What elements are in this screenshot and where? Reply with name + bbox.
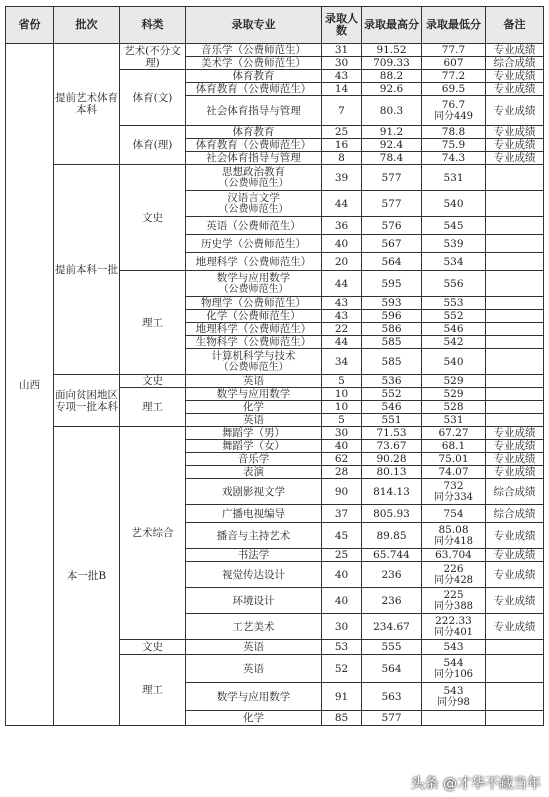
tie-count: 同分449 [433, 110, 474, 122]
min-cell: 539 [422, 235, 486, 253]
count-cell: 30 [322, 614, 362, 640]
major-cell: 物理学（公费师范生） [186, 297, 322, 310]
max-cell: 595 [362, 271, 422, 297]
major-cell: 数学与应用数学 [186, 388, 322, 401]
note-cell: 综合成绩 [486, 57, 544, 70]
min-cell: 545 [422, 217, 486, 235]
major-cell: 英语 [186, 640, 322, 655]
note-cell [486, 191, 544, 217]
max-cell: 91.2 [362, 126, 422, 139]
min-cell [422, 588, 486, 614]
header-major: 录取专业 [186, 7, 322, 44]
count-cell: 36 [322, 217, 362, 235]
max-cell: 65.744 [362, 549, 422, 562]
category-cell: 文史 [120, 165, 186, 271]
count-cell: 44 [322, 191, 362, 217]
min-cell: 77.7 [422, 44, 486, 57]
note-cell [486, 349, 544, 375]
min-cell: 540 [422, 191, 486, 217]
max-cell: 73.67 [362, 440, 422, 453]
count-cell: 22 [322, 323, 362, 336]
major-cell [186, 271, 322, 297]
major-cell: 社会体育指导与管理 [186, 152, 322, 165]
note-cell [486, 375, 544, 388]
max-cell: 593 [362, 297, 422, 310]
note-cell [486, 388, 544, 401]
count-cell: 91 [322, 683, 362, 711]
tie-count: 同分388 [433, 600, 474, 612]
min-cell [422, 655, 486, 683]
max-cell: 551 [362, 414, 422, 427]
category-cell: 体育(理) [120, 126, 186, 165]
max-cell: 576 [362, 217, 422, 235]
major-cell: 地理科学（公费师范生） [186, 323, 322, 336]
min-cell: 546 [422, 323, 486, 336]
count-cell: 8 [322, 152, 362, 165]
min-cell: 542 [422, 336, 486, 349]
note-cell [486, 655, 544, 683]
category-cell: 艺术综合 [120, 427, 186, 640]
max-cell: 585 [362, 349, 422, 375]
min-cell: 552 [422, 310, 486, 323]
count-cell: 14 [322, 83, 362, 96]
note-cell: 专业成绩 [486, 139, 544, 152]
max-cell: 536 [362, 375, 422, 388]
note-cell: 专业成绩 [486, 70, 544, 83]
max-cell: 814.13 [362, 479, 422, 505]
count-cell: 44 [322, 271, 362, 297]
count-cell: 25 [322, 549, 362, 562]
count-cell: 45 [322, 523, 362, 549]
major-cell: 体育教育 [186, 126, 322, 139]
note-cell: 专业成绩 [486, 523, 544, 549]
count-cell: 30 [322, 57, 362, 70]
header-batch: 批次 [54, 7, 120, 44]
watermark: 头条 @才华不藏当年 [410, 776, 541, 792]
count-cell: 37 [322, 505, 362, 523]
min-value: 544 [443, 656, 464, 669]
note-cell [486, 310, 544, 323]
min-value: 225 [443, 588, 464, 601]
note-cell: 专业成绩 [486, 427, 544, 440]
note-cell: 专业成绩 [486, 453, 544, 466]
category-cell: 理工 [120, 271, 186, 375]
note-cell: 专业成绩 [486, 96, 544, 126]
count-cell: 10 [322, 401, 362, 414]
note-cell [486, 336, 544, 349]
min-cell: 75.01 [422, 453, 486, 466]
note-cell: 专业成绩 [486, 549, 544, 562]
min-cell: 754 [422, 505, 486, 523]
max-cell: 585 [362, 336, 422, 349]
count-cell: 25 [322, 126, 362, 139]
max-cell: 564 [362, 655, 422, 683]
major-cell: 视觉传达设计 [186, 562, 322, 588]
header-count: 录取人数 [322, 7, 362, 44]
min-cell: 553 [422, 297, 486, 310]
note-cell: 专业成绩 [486, 83, 544, 96]
note-cell: 专业成绩 [486, 44, 544, 57]
min-cell: 69.5 [422, 83, 486, 96]
note-cell [486, 683, 544, 711]
min-cell [422, 562, 486, 588]
max-cell: 577 [362, 165, 422, 191]
min-cell: 75.9 [422, 139, 486, 152]
count-cell: 40 [322, 588, 362, 614]
note-cell: 专业成绩 [486, 152, 544, 165]
major-cell: 播音与主持艺术 [186, 523, 322, 549]
max-cell: 92.4 [362, 139, 422, 152]
min-value: 222.33 [435, 614, 472, 627]
note-cell: 专业成绩 [486, 440, 544, 453]
max-cell: 805.93 [362, 505, 422, 523]
min-cell: 543 [422, 640, 486, 655]
note-cell [486, 640, 544, 655]
min-cell: 529 [422, 375, 486, 388]
major-cell: 化学（公费师范生） [186, 310, 322, 323]
header-category: 科类 [120, 7, 186, 44]
min-cell: 77.2 [422, 70, 486, 83]
major-name: 思想政治教育 [222, 165, 285, 178]
min-cell: 74.07 [422, 466, 486, 479]
min-value: 543 [443, 684, 464, 697]
major-cell: 音乐学（公费师范生） [186, 44, 322, 57]
min-cell [422, 479, 486, 505]
max-cell: 92.6 [362, 83, 422, 96]
note-cell [486, 323, 544, 336]
count-cell: 52 [322, 655, 362, 683]
major-name: 计算机科学与技术 [211, 349, 296, 362]
max-cell: 89.85 [362, 523, 422, 549]
max-cell: 91.52 [362, 44, 422, 57]
max-cell: 577 [362, 191, 422, 217]
batch-cell: 本一批B [54, 427, 120, 726]
major-cell: 化学 [186, 711, 322, 726]
min-cell [422, 614, 486, 640]
count-cell: 40 [322, 562, 362, 588]
note-cell: 专业成绩 [486, 126, 544, 139]
count-cell: 31 [322, 44, 362, 57]
note-cell [486, 217, 544, 235]
max-cell: 80.13 [362, 466, 422, 479]
category-cell: 体育(文) [120, 70, 186, 126]
max-cell: 577 [362, 711, 422, 726]
note-cell [486, 401, 544, 414]
note-cell: 综合成绩 [486, 505, 544, 523]
note-cell [486, 235, 544, 253]
major-cell: 社会体育指导与管理 [186, 96, 322, 126]
min-cell: 534 [422, 253, 486, 271]
count-cell: 34 [322, 349, 362, 375]
header-note: 备注 [486, 7, 544, 44]
major-cell [186, 165, 322, 191]
table-row [6, 427, 544, 440]
major-cell: 英语 [186, 375, 322, 388]
note-cell: 专业成绩 [486, 614, 544, 640]
count-cell: 43 [322, 310, 362, 323]
major-cell: 体育教育（公费师范生） [186, 83, 322, 96]
category-cell: 文史 [120, 375, 186, 388]
min-cell: 540 [422, 349, 486, 375]
count-cell: 7 [322, 96, 362, 126]
major-cell [186, 191, 322, 217]
major-note: （公费师范生） [218, 203, 289, 215]
category-cell: 文史 [120, 640, 186, 655]
count-cell: 43 [322, 70, 362, 83]
max-cell: 234.67 [362, 614, 422, 640]
major-cell [186, 349, 322, 375]
count-cell: 90 [322, 479, 362, 505]
max-cell: 78.4 [362, 152, 422, 165]
max-cell: 555 [362, 640, 422, 655]
note-cell: 专业成绩 [486, 562, 544, 588]
note-cell: 专业成绩 [486, 588, 544, 614]
min-cell: 531 [422, 165, 486, 191]
header-min: 录取最低分 [422, 7, 486, 44]
major-cell: 体育教育 [186, 70, 322, 83]
count-cell: 30 [322, 427, 362, 440]
major-cell: 体育教育（公费师范生） [186, 139, 322, 152]
major-cell: 英语（公费师范生） [186, 217, 322, 235]
min-cell: 528 [422, 401, 486, 414]
count-cell: 44 [322, 336, 362, 349]
tie-count: 同分401 [433, 626, 474, 638]
note-cell [486, 271, 544, 297]
tie-count: 同分106 [433, 668, 474, 680]
min-cell [422, 523, 486, 549]
count-cell: 16 [322, 139, 362, 152]
table-row [6, 165, 544, 191]
note-cell [486, 253, 544, 271]
category-cell: 理工 [120, 655, 186, 726]
min-cell: 68.1 [422, 440, 486, 453]
min-value: 85.08 [438, 523, 469, 536]
major-note: （公费师范生） [218, 361, 289, 373]
min-cell: 529 [422, 388, 486, 401]
count-cell: 85 [322, 711, 362, 726]
count-cell: 5 [322, 414, 362, 427]
count-cell: 20 [322, 253, 362, 271]
min-value: 76.7 [441, 98, 466, 111]
major-cell: 音乐学 [186, 453, 322, 466]
note-cell: 专业成绩 [486, 466, 544, 479]
major-cell: 舞蹈学（男） [186, 427, 322, 440]
min-cell [422, 96, 486, 126]
min-cell: 78.8 [422, 126, 486, 139]
category-cell: 艺术(不分文理) [120, 44, 186, 70]
count-cell: 62 [322, 453, 362, 466]
max-cell: 709.33 [362, 57, 422, 70]
max-cell: 88.2 [362, 70, 422, 83]
major-name: 汉语言文学 [227, 191, 280, 204]
major-note: （公费师范生） [218, 177, 289, 189]
max-cell: 564 [362, 253, 422, 271]
count-cell: 5 [322, 375, 362, 388]
max-cell: 567 [362, 235, 422, 253]
batch-cell: 面向贫困地区专项一批本科 [54, 375, 120, 427]
tie-count: 同分428 [433, 574, 474, 586]
major-cell: 历史学（公费师范生） [186, 235, 322, 253]
count-cell: 10 [322, 388, 362, 401]
note-cell [486, 297, 544, 310]
table-row [6, 44, 544, 57]
max-cell: 90.28 [362, 453, 422, 466]
major-note: （公费师范生） [218, 283, 289, 295]
count-cell: 43 [322, 297, 362, 310]
min-cell [422, 683, 486, 711]
tie-count: 同分334 [433, 491, 474, 503]
major-cell: 环境设计 [186, 588, 322, 614]
count-cell: 40 [322, 440, 362, 453]
admission-table [5, 6, 544, 726]
min-cell: 531 [422, 414, 486, 427]
major-cell: 生物科学（公费师范生） [186, 336, 322, 349]
max-cell: 236 [362, 562, 422, 588]
header-row [6, 7, 544, 44]
table-row [6, 375, 544, 388]
max-cell: 236 [362, 588, 422, 614]
major-cell: 地理科学（公费师范生） [186, 253, 322, 271]
min-value: 732 [443, 479, 464, 492]
note-cell [486, 165, 544, 191]
max-cell: 586 [362, 323, 422, 336]
major-cell: 美术学（公费师范生） [186, 57, 322, 70]
min-cell: 556 [422, 271, 486, 297]
major-cell: 化学 [186, 401, 322, 414]
tie-count: 同分98 [437, 696, 470, 708]
max-cell: 563 [362, 683, 422, 711]
note-cell [486, 711, 544, 726]
header-max: 录取最高分 [362, 7, 422, 44]
max-cell: 71.53 [362, 427, 422, 440]
max-cell: 552 [362, 388, 422, 401]
major-cell: 表演 [186, 466, 322, 479]
min-cell: 607 [422, 57, 486, 70]
tie-count: 同分418 [433, 535, 474, 547]
major-cell: 戏剧影视文学 [186, 479, 322, 505]
count-cell: 53 [322, 640, 362, 655]
max-cell: 80.3 [362, 96, 422, 126]
major-cell: 英语 [186, 655, 322, 683]
note-cell [486, 414, 544, 427]
max-cell: 546 [362, 401, 422, 414]
major-cell: 广播电视编导 [186, 505, 322, 523]
note-cell: 综合成绩 [486, 479, 544, 505]
category-cell: 理工 [120, 388, 186, 427]
major-cell: 工艺美术 [186, 614, 322, 640]
major-cell: 舞蹈学（女） [186, 440, 322, 453]
min-cell [422, 711, 486, 726]
max-cell: 596 [362, 310, 422, 323]
major-cell: 英语 [186, 414, 322, 427]
min-value: 226 [443, 562, 464, 575]
min-cell: 67.27 [422, 427, 486, 440]
count-cell: 28 [322, 466, 362, 479]
min-cell: 63.704 [422, 549, 486, 562]
batch-cell: 提前本科一批 [54, 165, 120, 375]
province-cell: 山西 [6, 44, 54, 726]
major-cell: 数学与应用数学 [186, 683, 322, 711]
batch-cell: 提前艺术体育本科 [54, 44, 120, 165]
major-cell: 书法学 [186, 549, 322, 562]
major-name: 数学与应用数学 [216, 271, 291, 284]
count-cell: 40 [322, 235, 362, 253]
header-province: 省份 [6, 7, 54, 44]
min-cell: 74.3 [422, 152, 486, 165]
count-cell: 39 [322, 165, 362, 191]
